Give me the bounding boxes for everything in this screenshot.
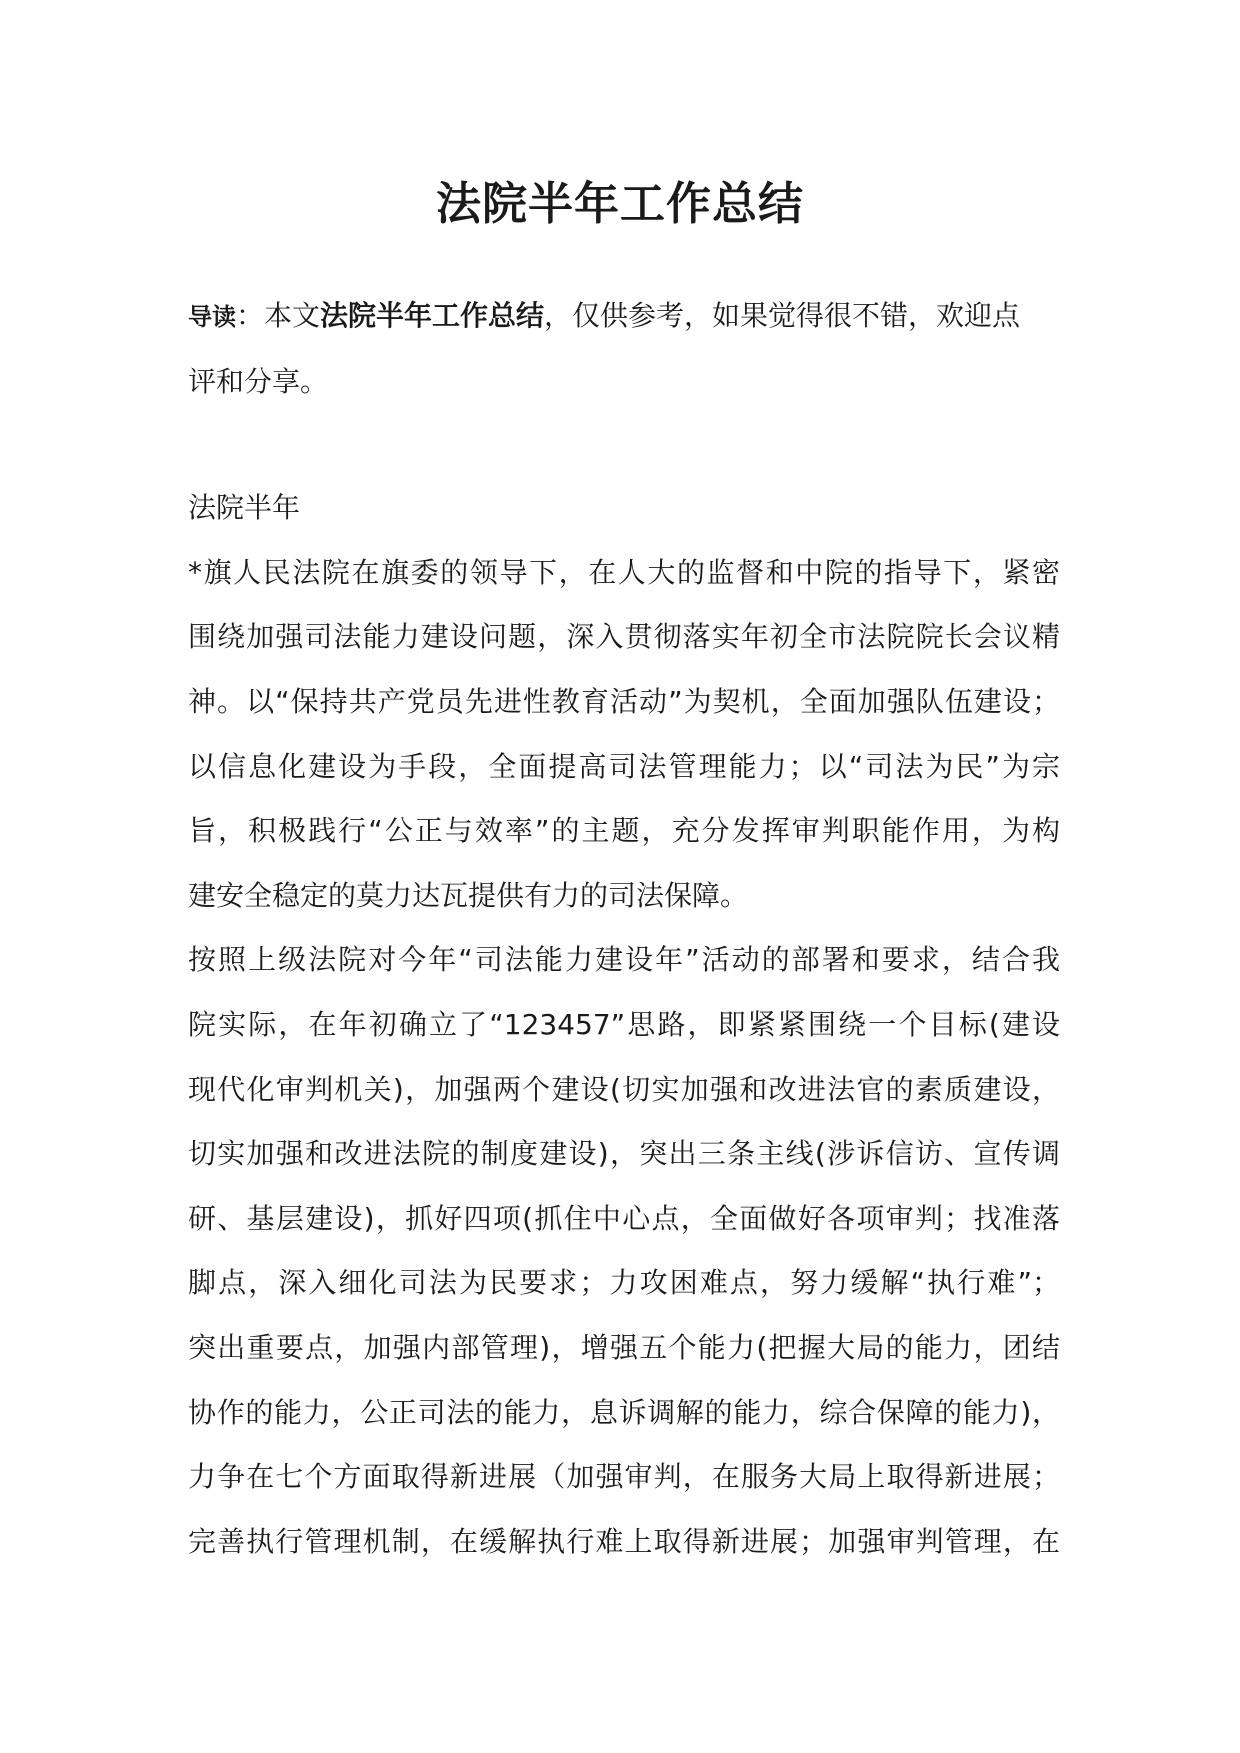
intro-prefix: ：本文 [236, 299, 321, 332]
body-line: 神。以“保持共产党员先进性教育活动”为契机，全面加强队伍建设； [188, 684, 1060, 718]
body-line: 按照上级法院对今年“司法能力建设年”活动的部署和要求，结合我 [188, 943, 1060, 977]
body-line: 力争在七个方面取得新进展（加强审判，在服务大局上取得新进展； [188, 1460, 1060, 1494]
document-body [188, 284, 1060, 1574]
body-line: 现代化审判机关)，加强两个建设(切实加强和改进法官的素质建设， [188, 1072, 1060, 1106]
body-line: 院实际，在年初确立了“123457”思路，即紧紧围绕一个目标(建设 [188, 1007, 1060, 1041]
paragraph-gap [188, 414, 1060, 476]
intro-bold-title: 法院半年工作总结 [320, 299, 545, 332]
body-line: 研、基层建设)，抓好四项(抓住中心点，全面做好各项审判；找准落 [188, 1201, 1060, 1235]
body-line: 切实加强和改进法院的制度建设)，突出三条主线(涉诉信访、宣传调 [188, 1137, 1060, 1171]
document-title: 法院半年工作总结 [435, 177, 804, 230]
body-line: 协作的能力，公正司法的能力，息诉调解的能力，综合保障的能力)， [188, 1395, 1060, 1429]
intro-text-2: 评和分享。 [188, 364, 329, 398]
intro-text-1: ，仅供参考，如果觉得很不错，欢迎点 [544, 299, 1021, 332]
body-line: 脚点，深入细化司法为民要求；力攻困难点，努力缓解“执行难”； [188, 1266, 1060, 1300]
body-line: 围绕加强司法能力建设问题，深入贯彻落实年初全市法院院长会议精 [188, 620, 1060, 654]
body-line: 建安全稳定的莫力达瓦提供有力的司法保障。 [188, 878, 749, 912]
body-line: 法院半年 [188, 491, 301, 525]
body-line: 完善执行管理机制，在缓解执行难上取得新进展；加强审判管理，在 [188, 1524, 1060, 1558]
body-line: *旗人民法院在旗委的领导下，在人大的监督和中院的指导下，紧密 [188, 555, 1060, 589]
body-line: 突出重要点，加强内部管理)，增强五个能力(把握大局的能力，团结 [188, 1330, 1060, 1364]
intro-lead: 导读 [188, 303, 236, 331]
body-line: 旨，积极践行“公正与效率”的主题，充分发挥审判职能作用，为构 [188, 814, 1060, 848]
intro-paragraph [188, 284, 1060, 414]
body-line: 以信息化建设为手段，全面提高司法管理能力；以“司法为民”为宗 [188, 749, 1060, 783]
body-text [188, 476, 1060, 1574]
